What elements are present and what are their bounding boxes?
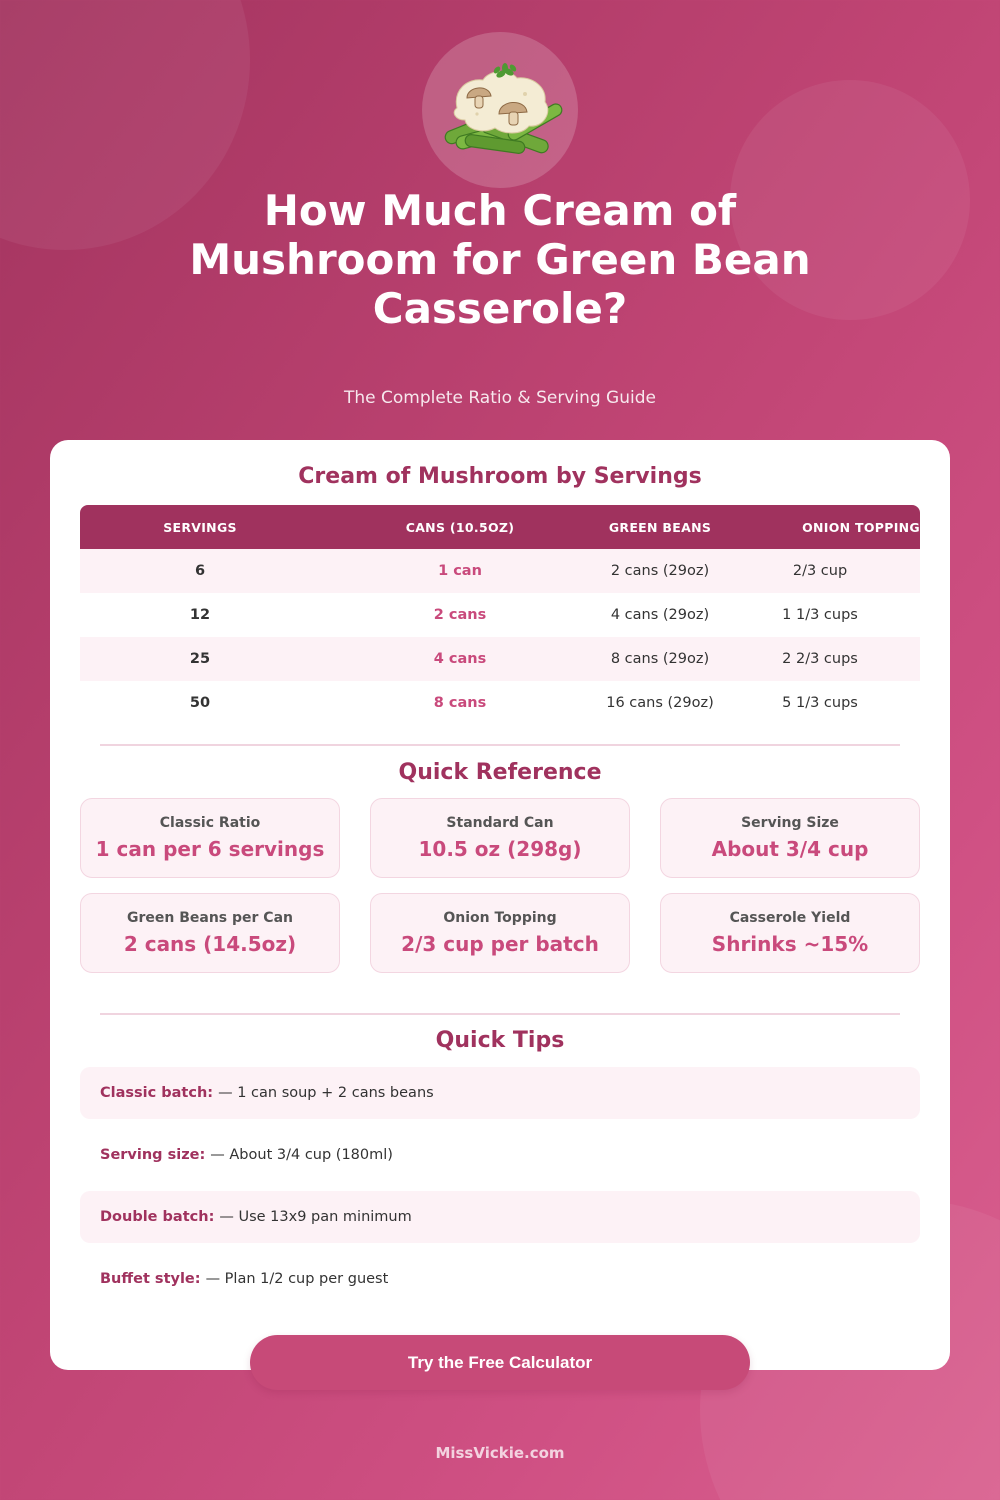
reference-value: Shrinks ~15% [711,932,869,956]
table-row [80,549,920,593]
table-row [80,681,920,725]
reference-value: 2/3 cup per batch [401,932,599,956]
tip-item [80,1129,920,1181]
header-servings: SERVINGS [163,519,237,535]
green-bean-casserole-icon [425,50,575,170]
reference-label: Casserole Yield [729,910,851,926]
cell-servings: 12 [189,607,211,623]
cell-cans: 4 cans [433,651,487,667]
servings-table-title: Cream of Mushroom by Servings [298,464,702,489]
cell-cans: 8 cans [433,695,487,711]
tip-key: Buffet style: [100,1271,201,1287]
reference-card [660,798,920,878]
tip-text: — 1 can soup + 2 cans beans [218,1085,434,1101]
page-title: How Much Cream of Mushroom for Green Bean Casserole? [189,186,811,333]
try-calculator-button[interactable]: Try the Free Calculator [250,1335,750,1390]
reference-card [370,893,630,973]
cell-green-beans: 16 cans (29oz) [606,695,714,711]
cell-onion-topping: 2/3 cup [792,563,848,579]
reference-card [660,893,920,973]
header-green-beans: GREEN BEANS [608,519,712,535]
content-card [50,440,950,1370]
table-row [80,637,920,681]
cell-green-beans: 8 cans (29oz) [610,651,710,667]
section-divider [100,1013,900,1015]
tip-item [80,1067,920,1119]
tip-key: Double batch: [100,1209,215,1225]
header-cans: CANS (10.5OZ) [405,519,515,535]
section-divider [100,744,900,746]
reference-value: 1 can per 6 servings [95,837,325,861]
reference-label: Green Beans per Can [127,910,293,926]
cell-cans: 1 can [438,563,482,579]
reference-card [370,798,630,878]
cell-servings: 25 [189,651,211,667]
tip-text: — Plan 1/2 cup per guest [205,1271,389,1287]
servings-table [80,505,920,725]
tip-item [80,1191,920,1243]
cell-servings: 6 [194,563,206,579]
page-subtitle: The Complete Ratio & Serving Guide [344,388,656,408]
cell-green-beans: 4 cans (29oz) [610,607,710,623]
tip-text: — About 3/4 cup (180ml) [210,1147,393,1163]
cell-onion-topping: 2 2/3 cups [782,651,858,667]
reference-value: About 3/4 cup [711,837,869,861]
reference-value: 10.5 oz (298g) [418,837,582,861]
cell-cans: 2 cans [433,607,487,623]
quick-reference-title: Quick Reference [398,760,602,785]
reference-card [80,798,340,878]
quick-tips-title: Quick Tips [435,1028,565,1053]
reference-label: Standard Can [446,815,554,831]
cell-servings: 50 [189,695,211,711]
hero-icon-badge [422,32,578,188]
table-header [80,505,920,549]
reference-label: Serving Size [741,815,839,831]
tip-key: Serving size: [100,1147,206,1163]
tip-key: Classic batch: [100,1085,214,1101]
reference-label: Classic Ratio [159,815,261,831]
footer-brand: MissVickie.com [435,1444,565,1462]
cell-onion-topping: 1 1/3 cups [782,607,858,623]
reference-label: Onion Topping [443,910,557,926]
header-onion-topping: ONION TOPPING [802,519,920,535]
table-row [80,593,920,637]
reference-card [80,893,340,973]
quick-tips-list [80,1067,920,1315]
tip-text: — Use 13x9 pan minimum [219,1209,412,1225]
cell-onion-topping: 5 1/3 cups [782,695,858,711]
reference-value: 2 cans (14.5oz) [123,932,297,956]
quick-reference-grid [80,798,920,973]
cell-green-beans: 2 cans (29oz) [610,563,710,579]
tip-item [80,1253,920,1305]
